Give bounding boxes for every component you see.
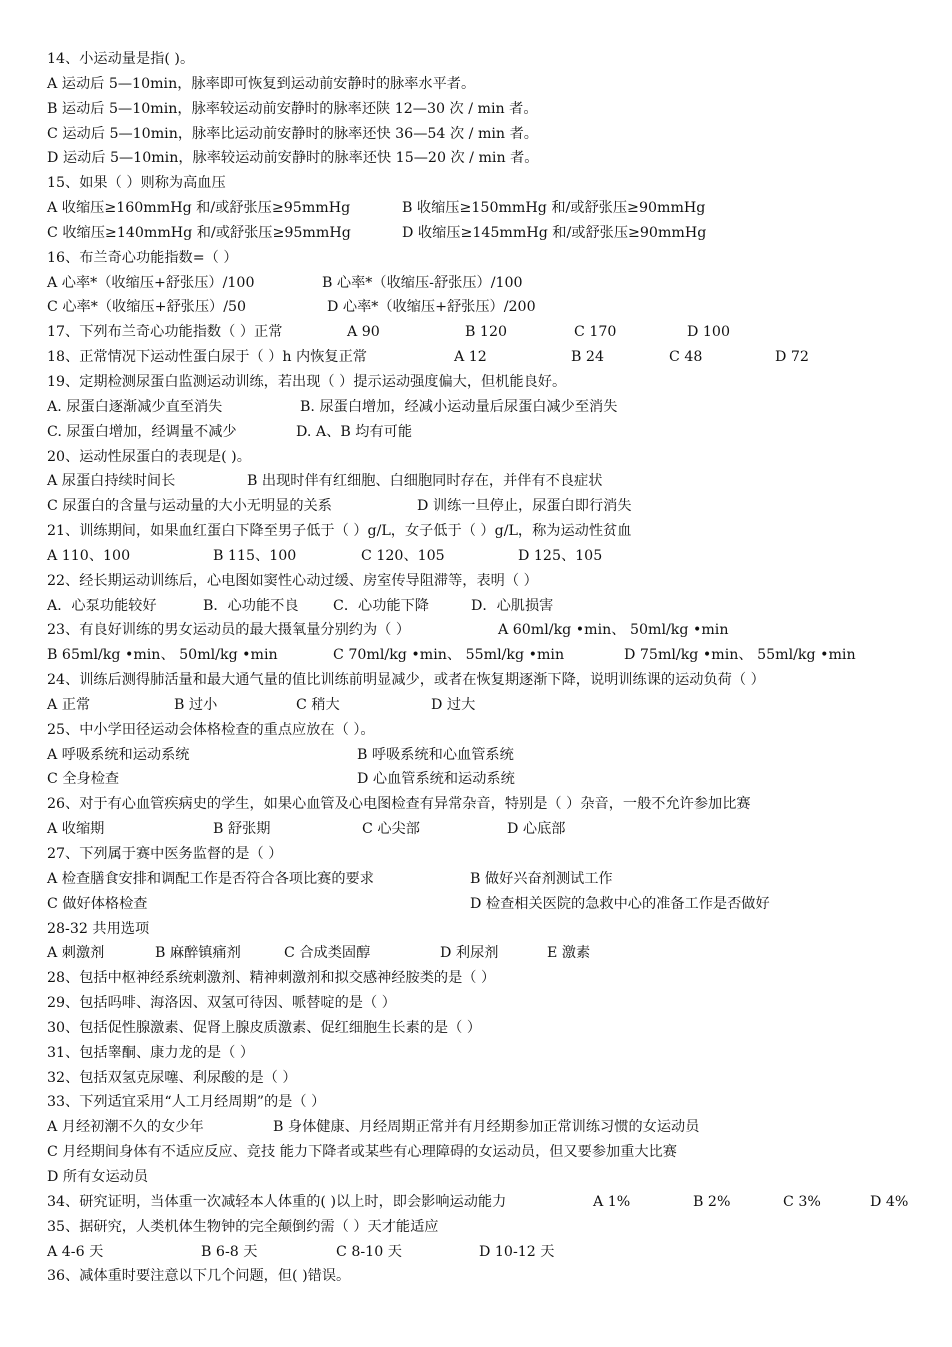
text-line [47,271,927,296]
option-text: C 稍大 [296,696,340,713]
question-text: A 4-6 天 [47,1243,104,1260]
question-text: B 65ml/kg •min、 50ml/kg •min [47,647,278,664]
text-line [47,146,927,171]
option-text: B 舒张期 [213,821,271,838]
question-text: A 呼吸系统和运动系统 [47,746,190,763]
text-line [47,618,927,643]
question-text: C 全身检查 [47,771,120,788]
option-text: B 身体健康、月经周期正常并有月经期参加正常训练习惯的女运动员 [273,1119,700,1136]
option-text: B. 尿蛋白增加，经减小运动量后尿蛋白减少至消失 [300,398,618,415]
text-line [47,1165,927,1190]
option-text: D 检查相关医院的急救中心的准备工作是否做好 [470,895,770,912]
text-line [47,1215,927,1240]
text-line [47,72,927,97]
question-text: 16、布兰奇心功能指数=（ ） [47,249,238,266]
question-text: 32、包括双氢克尿噻、利尿酸的是（ ） [47,1069,297,1086]
question-text: B 运动后 5—10min，脉率较运动前安静时的脉率还陕 12—30 次 / min 者。 [47,100,538,117]
option-text: D 72 [775,349,809,366]
text-line [47,1140,927,1165]
question-text: C 尿蛋白的含量与运动量的大小无明显的关系 [47,498,332,515]
option-text: C 心尖部 [362,821,420,838]
question-text: D 所有女运动员 [47,1168,149,1185]
question-text: 26、对于有心血管疾病史的学生，如果心血管及心电图检查有异常杂音，特别是（ ）杂音，一般不允许参加比赛 [47,796,751,813]
text-line [47,494,927,519]
option-text: D 75ml/kg •min、 55ml/kg •min [624,647,856,664]
question-text: A 110、100 [47,547,131,564]
exam-page [47,47,927,1289]
text-line [47,842,927,867]
question-text: 34、研究证明，当体重一次减轻本人体重的( )以上时，即会影响运动能力 [47,1193,507,1210]
option-text: D．心肌损害 [471,597,554,614]
question-text: 30、包括促性腺激素、促肾上腺皮质激素、促红细胞生长素的是（ ） [47,1019,482,1036]
option-text: D 过大 [431,696,476,713]
text-line [47,1240,927,1265]
text-line [47,917,927,942]
text-line [47,867,927,892]
question-text: 35、据研究，人类机体生物钟的完全颠倒约需（ ）天才能适应 [47,1218,439,1235]
question-text: A 检查膳食安排和调配工作是否符合各项比赛的要求 [47,870,374,887]
question-text: C 心率*（收缩压+舒张压）/50 [47,299,247,316]
option-text: D 利尿剂 [440,945,499,962]
question-text: 15、如果（ ）则称为高血压 [47,175,226,192]
question-text: 27、下列属于赛中医务监督的是（ ） [47,846,283,862]
question-text: 31、包括睾酮、康力龙的是（ ） [47,1044,255,1061]
option-text: B 出现时伴有红细胞、白细胞同时存在，并伴有不良症状 [247,473,603,490]
question-text: A 收缩压≥160mmHg 和/或舒张压≥95mmHg [47,200,351,217]
text-line [47,1090,927,1115]
option-text: A 90 [347,324,380,341]
question-text: 23、有良好训练的男女运动员的最大摄氧量分别约为（ ） [47,622,411,639]
text-line [47,1115,927,1140]
option-text: B 2% [693,1193,731,1210]
option-text: B 120 [465,324,508,341]
text-line [47,420,927,445]
text-line [47,668,927,693]
question-text: 29、包括吗啡、海洛因、双氢可待因、哌替啶的是（ ） [47,995,396,1012]
option-text: C 170 [574,324,617,341]
text-line [47,97,927,122]
option-text: B 6-8 天 [201,1243,258,1260]
question-text: 28-32 共用选项 [47,920,150,937]
text-line [47,743,927,768]
text-line [47,445,927,470]
option-text: B 24 [571,349,604,366]
text-line [47,171,927,196]
option-text: B 做好兴奋剂测试工作 [470,870,613,887]
text-line [47,47,927,72]
question-text: A 运动后 5—10min，脉率即可恢复到运动前安静时的脉率水平者。 [47,75,476,92]
text-line [47,693,927,718]
text-line [47,395,927,420]
text-line [47,1016,927,1041]
text-line [47,1264,927,1289]
question-text: 22、经长期运动训练后，心电图如窦性心动过缓、房室传导阻滞等，表明（ ） [47,572,538,589]
option-text: B 收缩压≥150mmHg 和/或舒张压≥90mmHg [402,200,706,217]
option-text: C 合成类固醇 [284,945,371,962]
text-line [47,519,927,544]
option-text: B 麻醉镇痛剂 [155,945,241,962]
option-text: D 心底部 [507,821,566,838]
option-text: C 70ml/kg •min、 55ml/kg •min [333,647,565,664]
option-text: C．心功能下降 [333,597,429,614]
text-line [47,196,927,221]
question-text: 18、正常情况下运动性蛋白尿于（ ）h 内恢复正常 [47,349,367,366]
text-line [47,544,927,569]
question-text: A. 尿蛋白逐渐减少直至消失 [47,398,223,415]
text-line [47,221,927,246]
option-text: E 激素 [547,945,591,962]
text-line [47,792,927,817]
question-text: D 运动后 5—10min，脉率较运动前安静时的脉率还快 15—20 次 / min 者。 [47,150,539,167]
question-text: 28、包括中枢神经系统刺激剂、精神刺激剂和拟交感神经胺类的是（ ） [47,970,496,987]
text-line [47,569,927,594]
option-text: B 115、100 [213,547,297,564]
text-line [47,370,927,395]
text-line [47,594,927,619]
text-line [47,817,927,842]
option-text: D 10-12 天 [479,1243,555,1260]
option-text: D 心血管系统和运动系统 [357,771,515,788]
text-line [47,320,927,345]
question-text: A．心泵功能较好 [47,597,157,614]
option-text: D 4% [870,1193,909,1210]
option-text: A 1% [593,1193,631,1210]
question-text: A 刺激剂 [47,945,105,962]
text-line [47,941,927,966]
question-text: 14、小运动量是指( )。 [47,51,195,67]
text-line [47,1041,927,1066]
option-text: C 48 [669,349,703,366]
text-line [47,966,927,991]
option-text: D 心率*（收缩压+舒张压）/200 [327,299,536,316]
question-text: 36、减体重时要注意以下几个问题，但( )错误。 [47,1268,351,1285]
option-text: D 训练一旦停止，尿蛋白即行消失 [417,498,632,515]
option-text: A 12 [454,349,487,366]
option-text: B 过小 [174,696,218,713]
question-text: A 尿蛋白持续时间长 [47,473,176,490]
question-text: C. 尿蛋白增加，经调量不减少 [47,423,237,440]
text-line [47,1190,927,1215]
question-text: A 正常 [47,696,91,713]
text-line [47,643,927,668]
question-text: C 运动后 5—10min，脉率比运动前安静时的脉率还快 36—54 次 / min 者。 [47,125,538,142]
text-line [47,991,927,1016]
text-line [47,1066,927,1091]
option-text: B 呼吸系统和心血管系统 [357,746,514,763]
option-text: D. A、B 均有可能 [296,423,413,440]
option-text: A 60ml/kg •min、 50ml/kg •min [498,622,729,639]
option-text: D 100 [687,324,730,341]
text-line [47,718,927,743]
question-text: 21、训练期间，如果血红蛋白下降至男子低于（ ）g/L，女子低于（ ）g/L，称为运动性贫血 [47,523,632,540]
option-text: C 120、105 [361,547,445,564]
text-line [47,246,927,271]
question-text: C 做好体格检查 [47,895,148,912]
question-text: C 月经期间身体有不适应反应、竞技 能力下降者或某些有心理障碍的女运动员，但又要参加重大比赛 [47,1144,677,1161]
text-line [47,767,927,792]
text-line [47,892,927,917]
question-text: 19、定期检测尿蛋白监测运动训练，若出现（ ）提示运动强度偏大，但机能良好。 [47,373,567,390]
text-line [47,469,927,494]
question-text: A 心率*（收缩压+舒张压）/100 [47,274,255,291]
question-text: 33、下列适宜采用“人工月经周期”的是（ ） [47,1094,326,1111]
option-text: B 心率*（收缩压-舒张压）/100 [322,274,523,291]
question-text: A 收缩期 [47,821,105,838]
text-line [47,295,927,320]
option-text: C 8-10 天 [336,1243,402,1260]
option-text: B．心功能不良 [203,597,299,614]
question-text: 20、运动性尿蛋白的表现是( )。 [47,448,251,465]
option-text: C 3% [783,1193,821,1210]
question-text: C 收缩压≥140mmHg 和/或舒张压≥95mmHg [47,224,351,241]
question-text: 25、中小学田径运动会体格检查的重点应放在（ ）。 [47,721,375,738]
question-text: 17、下列布兰奇心功能指数（ ）正常 [47,324,283,341]
text-line [47,122,927,147]
question-text: 24、训练后测得肺活量和最大通气量的值比训练前明显减少，或者在恢复期逐渐下降，说明训练课的运动负荷（ ） [47,672,765,689]
option-text: D 收缩压≥145mmHg 和/或舒张压≥90mmHg [402,224,707,241]
option-text: D 125、105 [518,547,603,564]
question-text: A 月经初潮不久的女少年 [47,1119,204,1136]
text-line [47,345,927,370]
